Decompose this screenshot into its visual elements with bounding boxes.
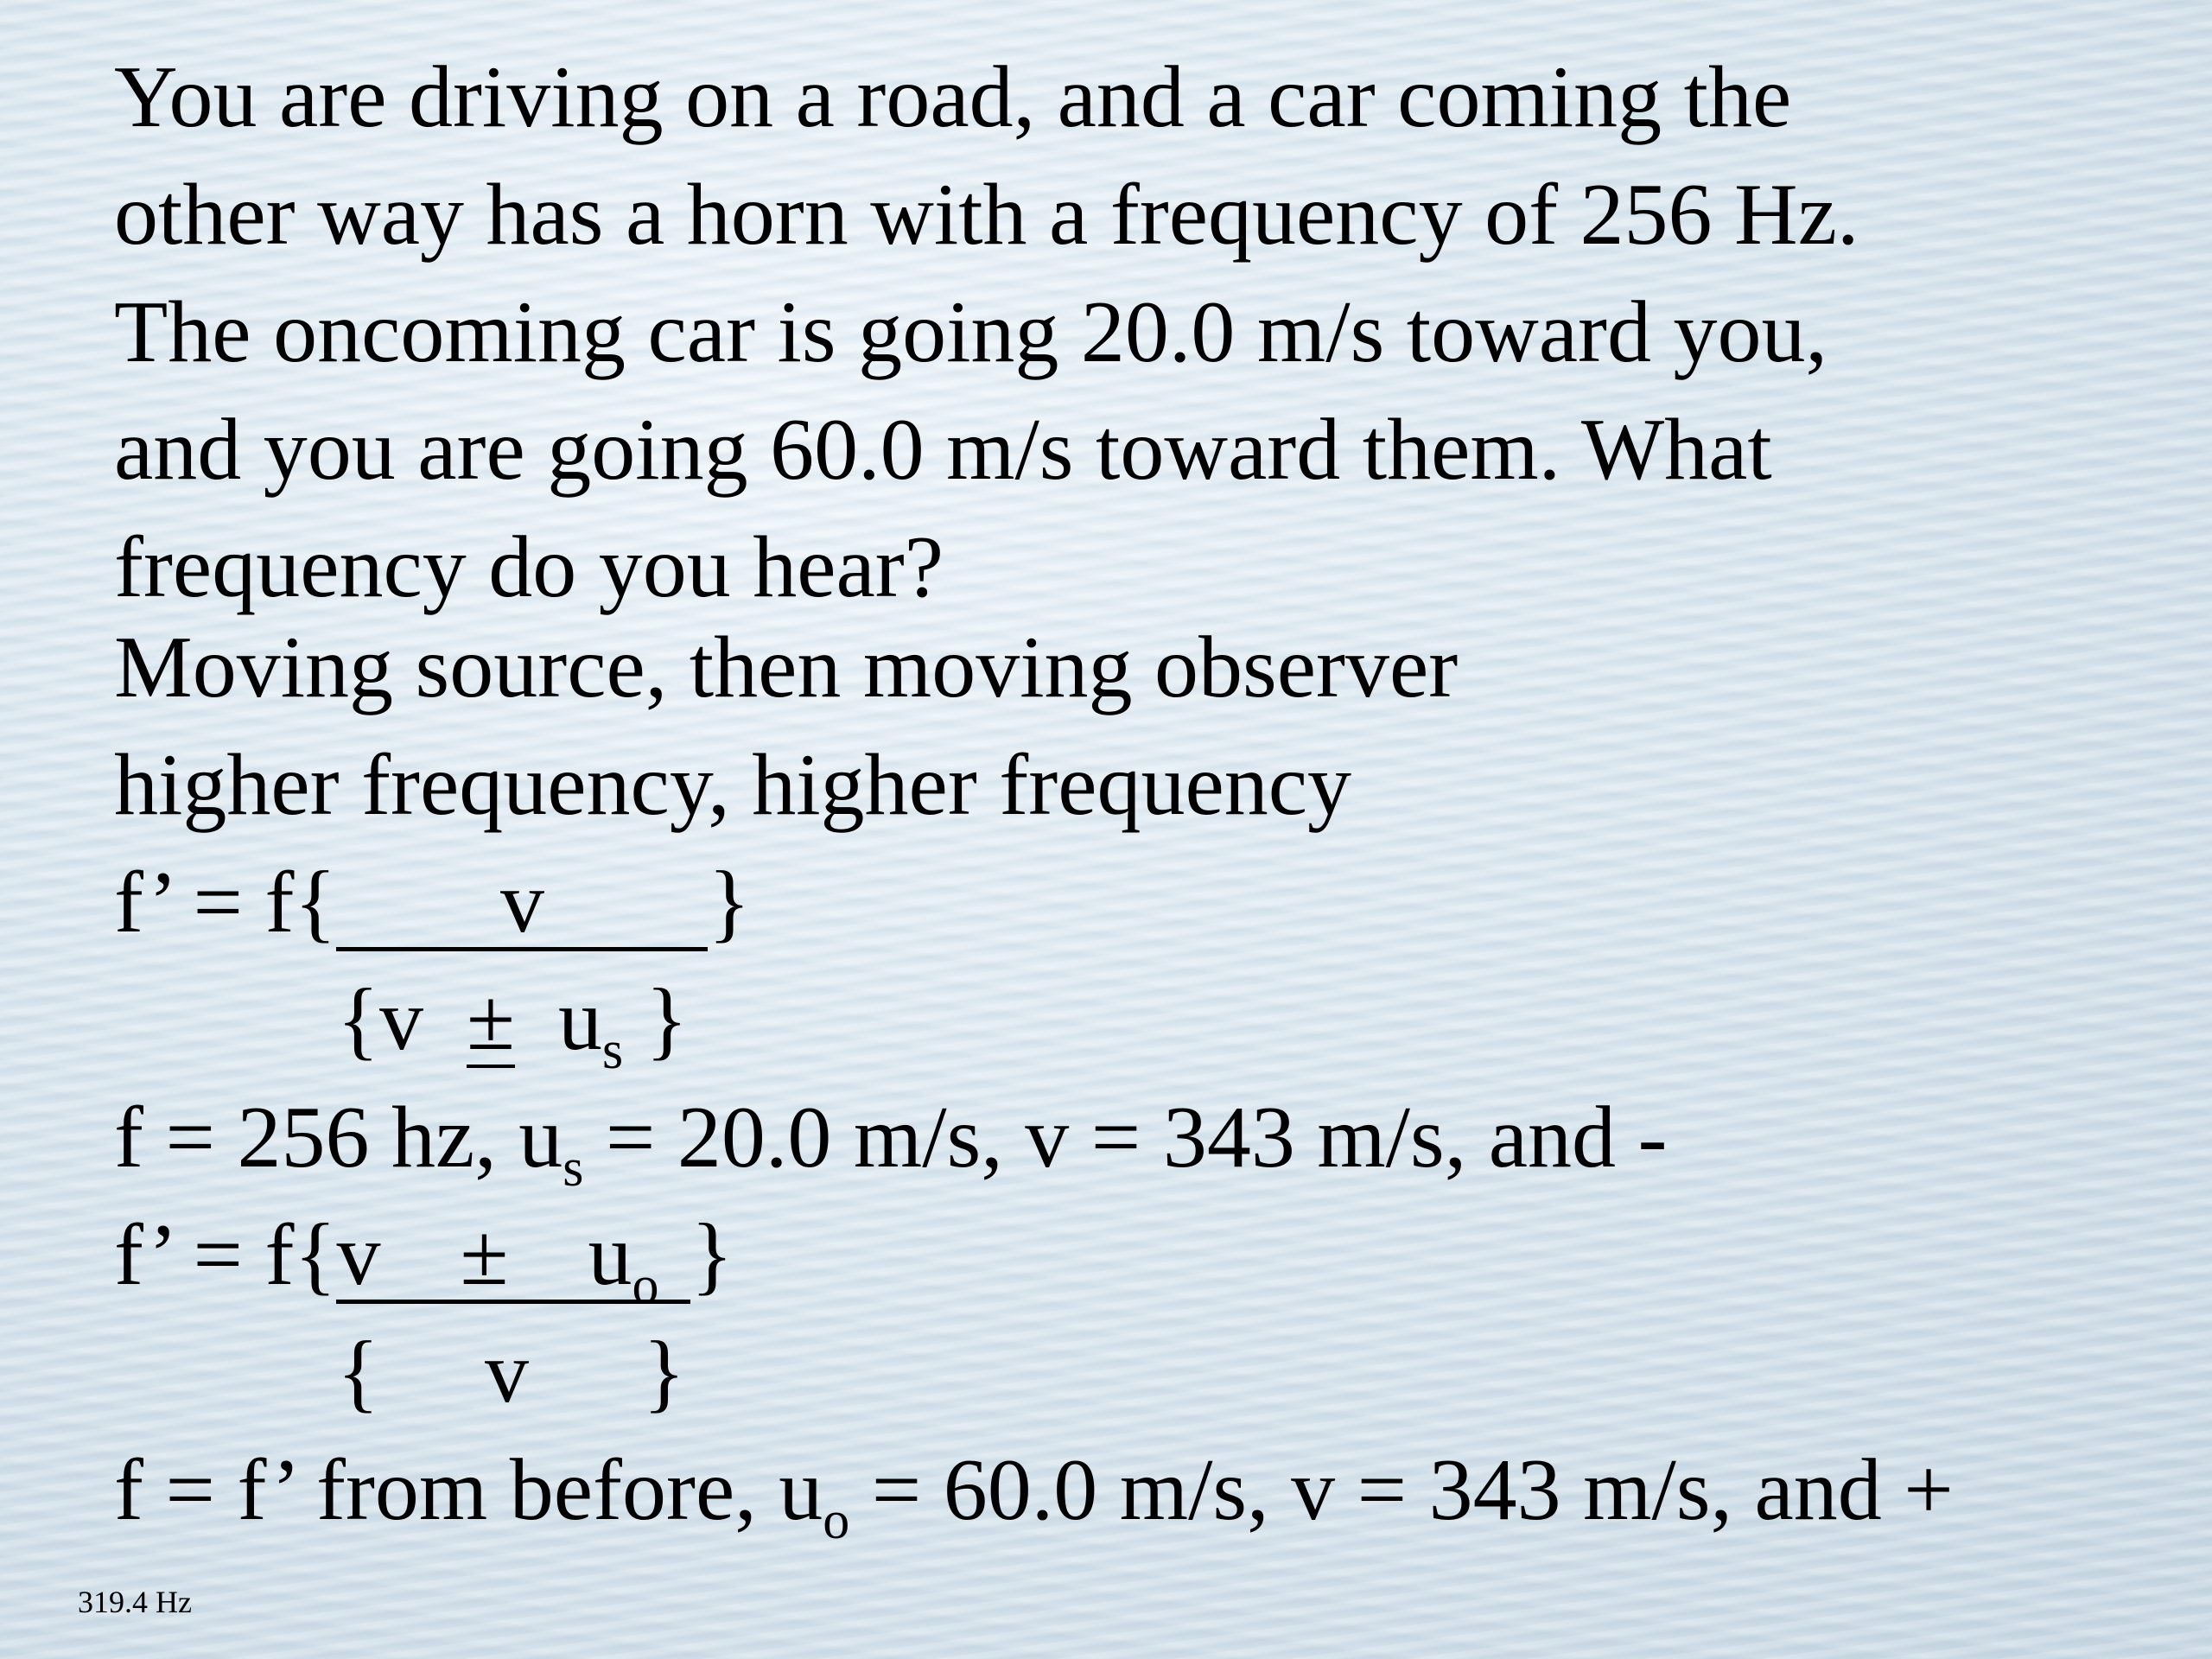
formula2-num-pm: ± bbox=[460, 1206, 509, 1304]
formula2-denominator-line bbox=[337, 1324, 685, 1421]
formula2-den-v: v bbox=[484, 1324, 529, 1421]
question-line-4: and you are going 60.0 m/s toward them. What bbox=[114, 401, 1772, 499]
formula1-numerator-line bbox=[114, 854, 751, 951]
values2-sub: o bbox=[823, 1491, 850, 1550]
formula1-close-brace: } bbox=[708, 854, 751, 951]
formula2-den-close: } bbox=[642, 1324, 685, 1421]
values2-part2: = 60.0 m/s, v = 343 m/s, and + bbox=[849, 1441, 1954, 1539]
question-line-2: other way has a horn with a frequency of 256 Hz. bbox=[114, 166, 1859, 264]
values1-part1: f = 256 hz, u bbox=[114, 1089, 563, 1186]
formula2-den-open: { bbox=[337, 1324, 379, 1421]
formula2-num-v: v bbox=[336, 1206, 381, 1304]
formula2-numerator-line bbox=[114, 1206, 734, 1315]
values2-line bbox=[114, 1441, 1954, 1550]
formula1-den-u: u bbox=[557, 971, 602, 1069]
formula2-numerator bbox=[336, 1206, 690, 1315]
formula1-den-sub: s bbox=[601, 1020, 624, 1080]
formula1-denominator-line bbox=[337, 971, 689, 1080]
analysis-line-2: higher frequency, higher frequency bbox=[114, 736, 1352, 834]
values1-part2: = 20.0 m/s, v = 343 m/s, and - bbox=[583, 1089, 1668, 1186]
analysis-line-1: Moving source, then moving observer bbox=[114, 619, 1459, 716]
question-line-3: The oncoming car is going 20.0 m/s toward you, bbox=[114, 283, 1828, 381]
values2-part1: f = f’ from before, u bbox=[114, 1441, 823, 1539]
formula2-num-sub: o bbox=[632, 1255, 659, 1315]
formula2-lhs: f’ = f{ bbox=[114, 1206, 337, 1304]
formula1-den-close: } bbox=[645, 971, 689, 1069]
formula2-num-u: u bbox=[588, 1206, 632, 1304]
question-line-1: You are driving on a road, and a car coming the bbox=[114, 48, 1792, 146]
formula2-close-brace: } bbox=[690, 1206, 734, 1304]
formula1-numerator: v bbox=[336, 859, 708, 951]
formula1-den-open: {v bbox=[337, 971, 423, 1069]
values1-line bbox=[114, 1089, 1668, 1198]
formula1-lhs: f’ = f{ bbox=[114, 854, 337, 951]
answer-text: 319.4 Hz bbox=[78, 1585, 192, 1619]
formula1-den-pm: ± bbox=[466, 971, 515, 1069]
values1-sub: s bbox=[563, 1138, 584, 1198]
question-line-5: frequency do you hear? bbox=[114, 518, 944, 616]
